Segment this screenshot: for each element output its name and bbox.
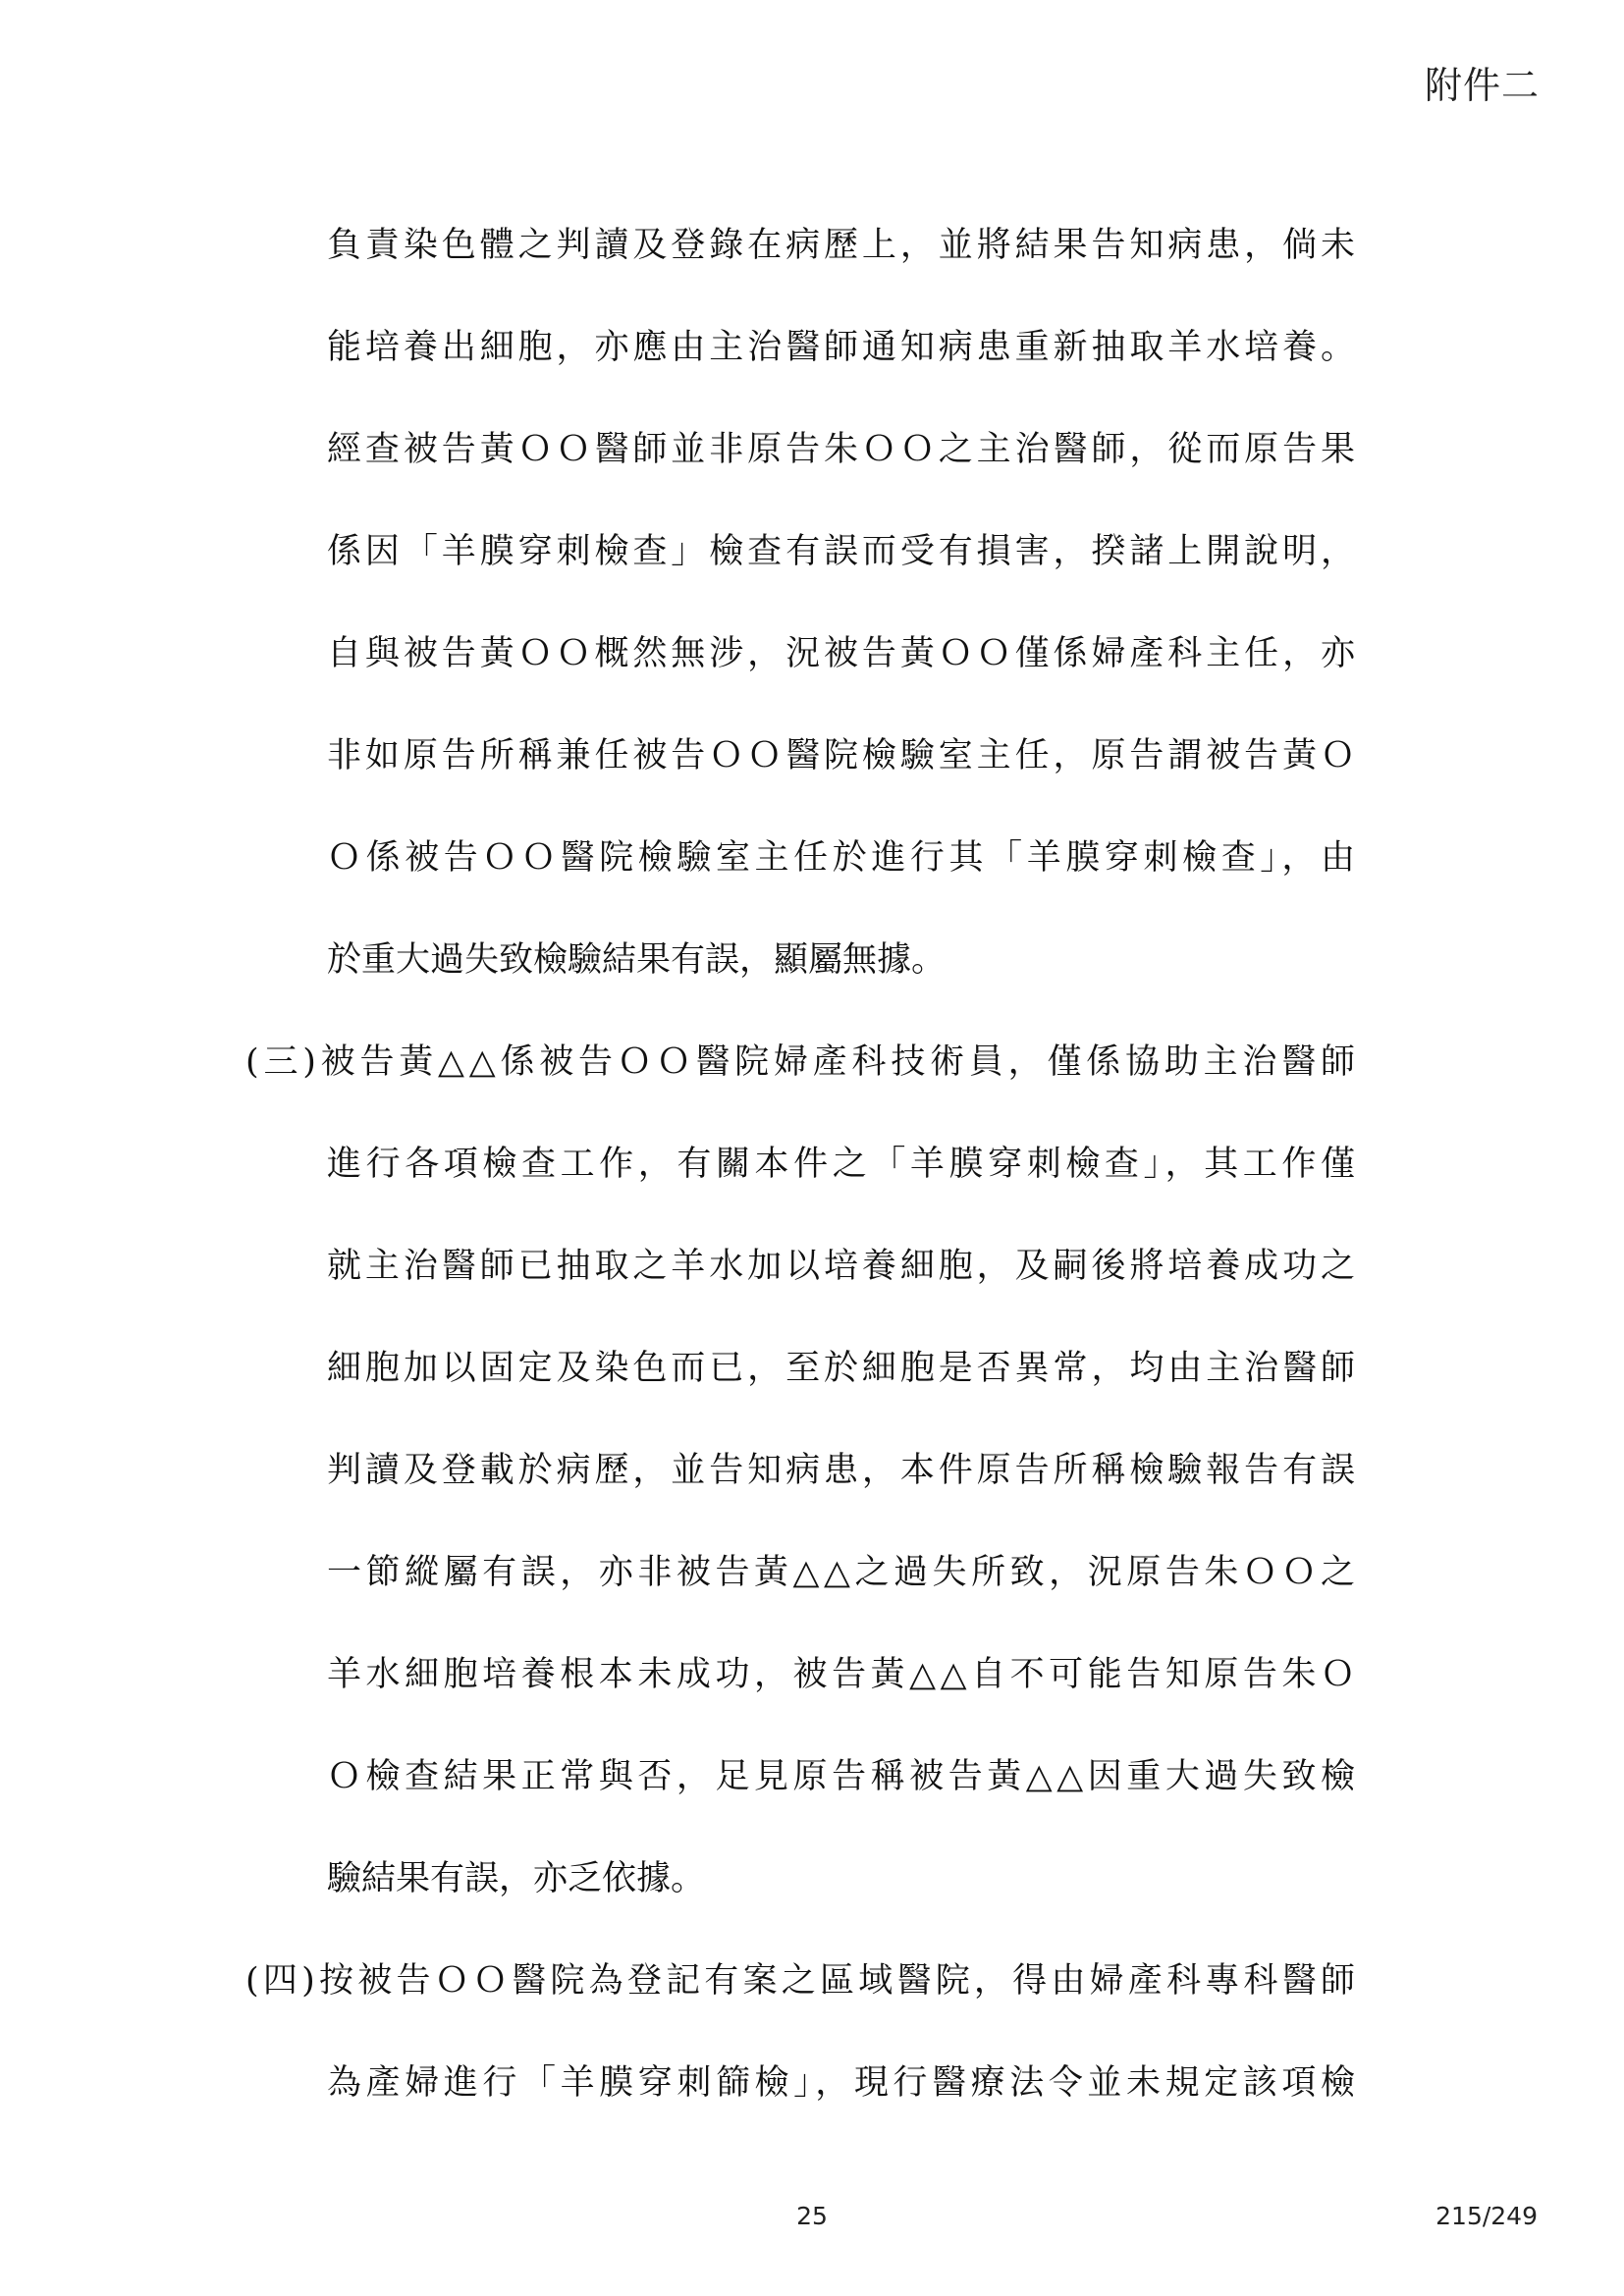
text-line: Ｏ檢查結果正常與否，足見原告稱被告黃△△因重大過失致檢 <box>327 1757 1355 1796</box>
text-line: Ｏ係被告ＯＯ醫院檢驗室主任於進行其「羊膜穿刺檢查」，由 <box>327 838 1355 878</box>
text-line: 為產婦進行「羊膜穿刺篩檢」，現行醫療法令並未規定該項檢 <box>327 2063 1355 2103</box>
text-line: 細胞加以固定及染色而已，至於細胞是否異常，均由主治醫師 <box>327 1349 1355 1388</box>
page-number: 25 <box>796 2202 828 2230</box>
text-line: 能培養出細胞，亦應由主治醫師通知病患重新抽取羊水培養。 <box>327 328 1355 367</box>
attachment-label: 附件二 <box>1424 64 1540 107</box>
text-line: 負責染色體之判讀及登錄在病歷上，並將結果告知病患，倘未 <box>327 226 1355 265</box>
text-line: 自與被告黃ＯＯ概然無涉，況被告黃ＯＯ僅係婦產科主任，亦 <box>327 634 1355 673</box>
text-line: 就主治醫師已抽取之羊水加以培養細胞，及嗣後將培養成功之 <box>327 1247 1355 1286</box>
text-line: 係因「羊膜穿刺檢查」檢查有誤而受有損害，揆諸上開說明， <box>327 532 1355 571</box>
text-line: 經查被告黃ＯＯ醫師並非原告朱ＯＯ之主治醫師，從而原告果 <box>327 430 1355 469</box>
text-line: 判讀及登載於病歷，並告知病患，本件原告所稱檢驗報告有誤 <box>327 1451 1355 1490</box>
text-line: 進行各項檢查工作，有關本件之「羊膜穿刺檢查」，其工作僅 <box>327 1145 1355 1184</box>
text-line: 驗結果有誤，亦乏依據。 <box>327 1859 706 1898</box>
text-line: 羊水細胞培養根本未成功，被告黃△△自不可能告知原告朱Ｏ <box>327 1655 1355 1694</box>
text-line: 非如原告所稱兼任被告ＯＯ醫院檢驗室主任，原告謂被告黃Ｏ <box>327 736 1355 775</box>
text-line: 於重大過失致檢驗結果有誤，顯屬無據。 <box>327 940 947 980</box>
list-item-heading-4: (四)按被告ＯＯ醫院為登記有案之區域醫院，得由婦產科專科醫師 <box>245 1961 1355 2001</box>
list-item-heading-3: (三)被告黃△△係被告ＯＯ醫院婦產科技術員，僅係協助主治醫師 <box>245 1042 1355 1082</box>
page-count: 215/249 <box>1435 2202 1538 2230</box>
text-line: 一節縱屬有誤，亦非被告黃△△之過失所致，況原告朱ＯＯ之 <box>327 1553 1355 1592</box>
